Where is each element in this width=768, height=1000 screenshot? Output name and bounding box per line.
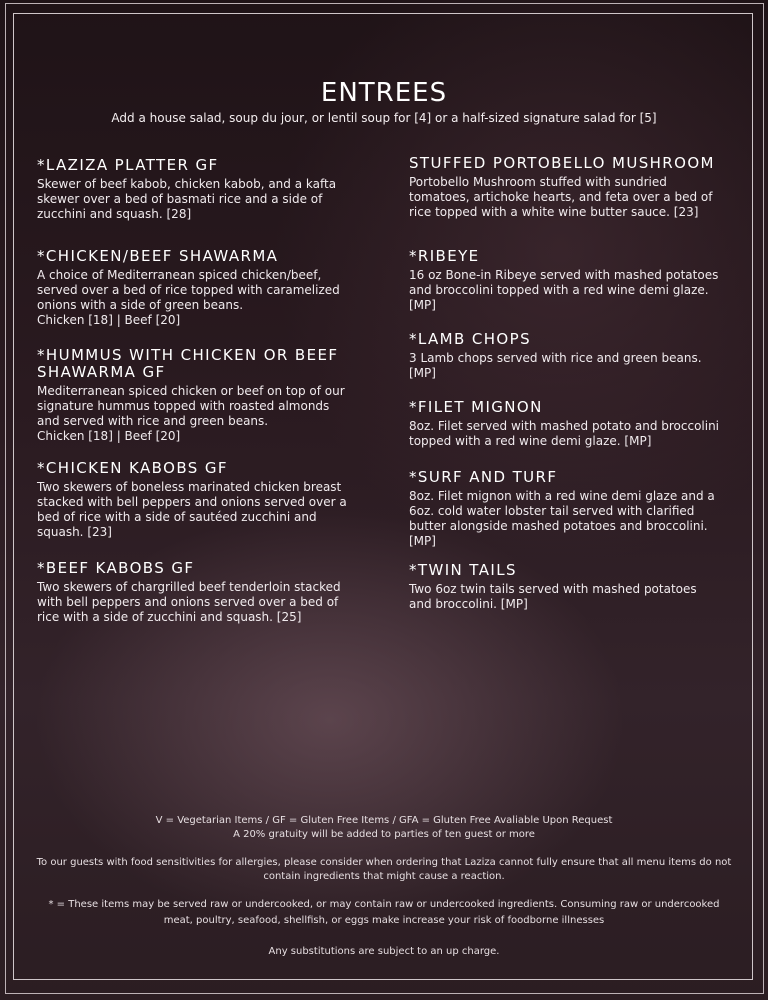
menu-item-name: *LAMB CHOPS — [409, 330, 531, 348]
menu-item-name: *BEEF KABOBS GF — [37, 559, 195, 577]
menu-item-name: *TWIN TAILS — [409, 561, 517, 579]
gratuity-note: A 20% gratuity will be added to parties of ten guest or more — [233, 829, 535, 840]
menu-item — [37, 157, 387, 222]
menu-item-name: *LAZIZA PLATTER GF — [37, 156, 219, 174]
menu-item-description: Two skewers of boneless marinated chicken breast stacked with bell peppers and onions served over a bed of rice with a side of sautéed zucchini and squash. [23] — [37, 480, 347, 539]
menu-item-name: *SURF AND TURF — [409, 468, 558, 486]
menu-item-description: 3 Lamb chops served with rice and green beans. [MP] — [409, 351, 702, 380]
menu-item-description: Portobello Mushroom stuffed with sundried tomatoes, artichoke hearts, and feta over a bed of rice topped with a white wine butter sauce. [23] — [409, 175, 713, 219]
menu-item — [37, 460, 387, 540]
menu-item — [409, 562, 754, 612]
dietary-legend: V = Vegetarian Items / GF = Gluten Free Items / GFA = Gluten Free Avaliable Upon Request — [155, 815, 613, 826]
menu-item-name: *HUMMUS WITH CHICKEN OR BEEF SHAWARMA GF — [37, 346, 339, 381]
add-on-note: Add a house salad, soup du jour, or lentil soup for [4] or a half-sized signature salad for [5] — [111, 111, 657, 125]
menu-item-name: *CHICKEN/BEEF SHAWARMA — [37, 247, 279, 265]
menu-item — [409, 399, 754, 449]
raw-food-warning-line-2: meat, poultry, seafood, shellfish, or eggs make increase your risk of foodborne illnesses — [163, 915, 605, 926]
menu-item-name: *RIBEYE — [409, 247, 480, 265]
page-title: ENTREES — [320, 78, 448, 108]
menu-item-name: *FILET MIGNON — [409, 398, 543, 416]
menu-item-description: 16 oz Bone-in Ribeye served with mashed potatoes and broccolini topped with a red wine demi glaze. [MP] — [409, 268, 719, 312]
menu-item — [409, 331, 754, 381]
allergy-note-line-2: contain ingredients that might cause a reaction. — [263, 871, 505, 882]
menu-item — [37, 248, 387, 328]
menu-item-description: 8oz. Filet mignon with a red wine demi glaze and a 6oz. cold water lobster tail served with clarified butter alongside mashed potatoes and broccolini. [MP] — [409, 489, 715, 548]
menu-item-name: STUFFED PORTOBELLO MUSHROOM — [409, 154, 715, 172]
menu-item-description: Two skewers of chargrilled beef tenderloin stacked with bell peppers and onions served over a bed of rice with a side of zucchini and squash. [25] — [37, 580, 341, 624]
menu-item-description: Two 6oz twin tails served with mashed potatoes and broccolini. [MP] — [409, 582, 697, 611]
allergy-note-line-1: To our guests with food sensitivities for allergies, please consider when ordering that Laziza cannot fully ensure that all menu items do not — [36, 857, 732, 868]
menu-item-description: 8oz. Filet served with mashed potato and broccolini topped with a red wine demi glaze. [MP] — [409, 419, 720, 448]
menu-item — [37, 560, 387, 625]
raw-food-warning-line-1: * = These items may be served raw or undercooked, or may contain raw or undercooked ingredients. Consuming raw or undercooked — [48, 899, 720, 910]
menu-item-description: Mediterranean spiced chicken or beef on top of our signature hummus topped with roasted almonds and served with rice and green beans. Chicken [18] | Beef [20] — [37, 384, 345, 443]
menu-item-description: A choice of Mediterranean spiced chicken/beef, served over a bed of rice topped with caramelized onions with a side of green beans. Chicken [18] | Beef [20] — [37, 268, 340, 327]
menu-item — [409, 469, 754, 549]
menu-item-name: *CHICKEN KABOBS GF — [37, 459, 228, 477]
menu-item-description: Skewer of beef kabob, chicken kabob, and a kafta skewer over a bed of basmati rice and a side of zucchini and squash. [28] — [37, 177, 337, 221]
menu-item — [37, 347, 387, 444]
substitution-note: Any substitutions are subject to an up charge. — [268, 946, 500, 957]
menu-item — [409, 248, 754, 313]
menu-item — [409, 155, 754, 220]
